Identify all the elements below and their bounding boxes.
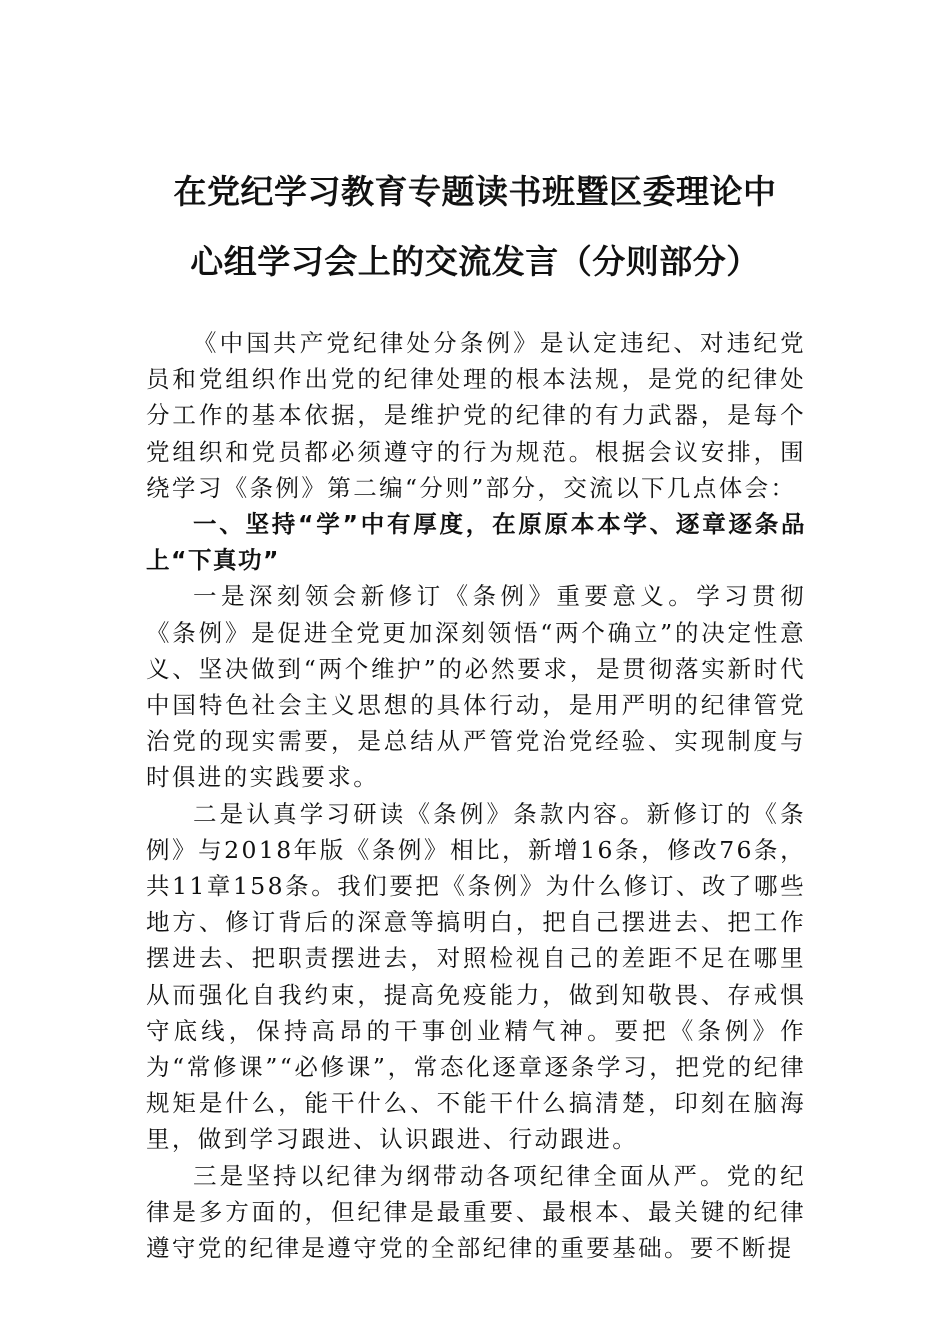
document-body bbox=[146, 325, 806, 1266]
body-paragraph-1: 一是深刻领会新修订《条例》重要意义。学习贯彻《条例》是促进全党更加深刻领悟“两个确立”的决定性意义、坚决做到“两个维护”的必然要求，是贯彻落实新时代中国特色社会主义思想的具体行动，是用严明的纪律管党治党的现实需要，是总结从严管党治党经验、实现制度与时俱进的实践要求。 bbox=[146, 582, 806, 792]
document-title bbox=[120, 157, 830, 297]
intro-paragraph: 《中国共产党纪律处分条例》是认定违纪、对违纪党员和党组织作出党的纪律处理的根本法规，是党的纪律处分工作的基本依据，是维护党的纪律的有力武器，是每个党组织和党员都必须遵守的行为规范。根据会议安排，围绕学习《条例》第二编“分则”部分，交流以下几点体会： bbox=[146, 329, 806, 502]
section-heading-1: 一、坚持“学”中有厚度，在原原本本学、逐章逐条品上“下真功” bbox=[146, 510, 806, 575]
title-line-2: 心组学习会上的交流发言（分则部分） bbox=[190, 242, 760, 281]
body-paragraph-3: 三是坚持以纪律为纲带动各项纪律全面从严。党的纪律是多方面的，但纪律是最重要、最根本、最关键的纪律遵守党的纪律是遵守党的全部纪律的重要基础。要不断提 bbox=[146, 1161, 806, 1263]
body-paragraph-2: 二是认真学习研读《条例》条款内容。新修订的《条例》与2018年版《条例》相比，新增16条，修改76条，共11章158条。我们要把《条例》为什么修订、改了哪些地方、修订背后的深意等搞明白，把自己摆进去、把工作摆进去、把职责摆进去，对照检视自己的差距不足在哪里从而强化自我约束，提高免疫能力，做到知敬畏、存戒惧守底线，保持高昂的干事创业精气神。要把《条例》作为“常修课”“必修课”，常态化逐章逐条学习，把党的纪律规矩是什么，能干什么、不能干什么搞清楚，印刻在脑海里，做到学习跟进、认识跟进、行动跟进。 bbox=[146, 799, 806, 1154]
title-line-1: 在党纪学习教育专题读书班暨区委理论中 bbox=[173, 172, 777, 211]
